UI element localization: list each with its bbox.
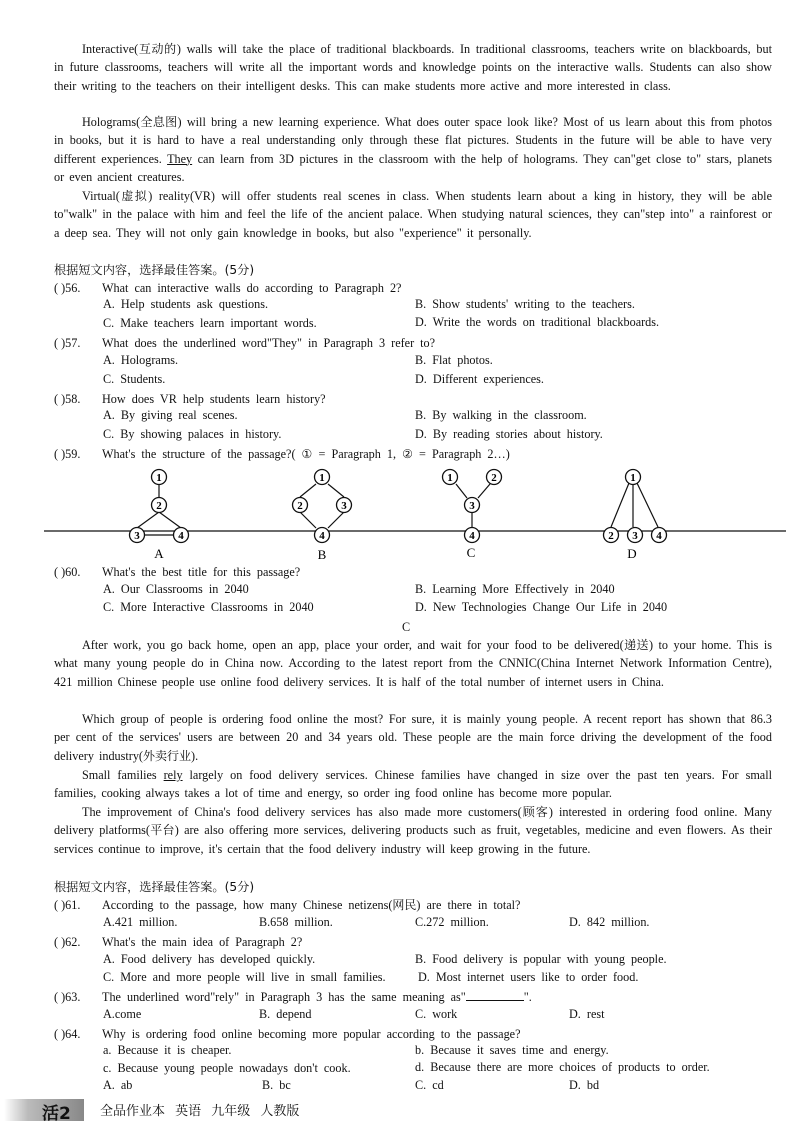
diagram-node-2 — [152, 498, 167, 513]
svg-text:4: 4 — [469, 530, 475, 543]
diagram-node-1 — [152, 470, 167, 485]
svg-text:3: 3 — [134, 530, 140, 543]
q57-option-a[interactable]: A. Holograms. — [103, 353, 179, 367]
q63-option-d[interactable]: D. rest — [569, 1007, 605, 1021]
diagram-label-a: A — [154, 546, 164, 561]
passage2-paragraph1: After work, you go back home, open an app, place your order, and wait for your food to be delivered(递送) to your home. This is what many young people do in China now. According to the latest report from the CNNIC(China Internet Network Information Centre), 421 million Chinese people use online food delivery services. It is half of the total number of internet users in China. — [54, 638, 772, 689]
passage2-paragraph2: Which group of people is ordering food online the most? For sure, it is mainly young people. A recent report has shown that 86.3 per cent of the services' users are between 20 and 34 years old. These people are the main force driving the development of the food delivery industry(外卖行业). — [54, 712, 772, 763]
q58-option-a[interactable]: A. By giving real scenes. — [103, 408, 238, 422]
svg-text:1: 1 — [630, 472, 636, 485]
q62-option-d[interactable]: D. Most internet users like to order food. — [418, 970, 639, 984]
q64-option-b[interactable]: B. bc — [262, 1078, 291, 1092]
answer-blank-58[interactable]: ( )58. — [54, 392, 81, 406]
q63-option-a[interactable]: A.come — [103, 1007, 142, 1021]
q60-option-a[interactable]: A. Our Classrooms in 2040 — [103, 582, 249, 596]
svg-text:2: 2 — [297, 500, 303, 513]
passage1-paragraph1: Interactive(互动的) walls will take the place of traditional blackboards. In traditional classrooms, teachers write on blackboards, but in future classrooms, teachers will write all the important words and knowledge points on the interactive walls. Students can also show their writing to the teachers on their intelligent desks. This can make students more active and more interested in class. — [54, 42, 772, 93]
answer-blank-62[interactable]: ( )62. — [54, 935, 81, 949]
footer-book-title: 全品作业本 英语 九年级 人教版 — [100, 1104, 300, 1119]
answer-blank-60[interactable]: ( )60. — [54, 565, 81, 579]
q60-option-d[interactable]: D. New Technologies Change Our Life in 2040 — [415, 600, 668, 614]
q60-option-c[interactable]: C. More Interactive Classrooms in 2040 — [103, 600, 314, 614]
q58-option-b[interactable]: B. By walking in the classroom. — [415, 408, 587, 422]
q61-option-d[interactable]: D. 842 million. — [569, 915, 650, 929]
svg-text:1: 1 — [156, 472, 162, 485]
answer-blank-64[interactable]: ( )64. — [54, 1027, 81, 1041]
page-badge: 活2 — [4, 1099, 84, 1121]
diagram-label-c: C — [466, 545, 476, 560]
passage2-paragraph3: Small families rely largely on food delivery services. Chinese families have changed in size over the past ten years. For small families, cooking always takes a lot of time and energy, so order ing food online has become more popular. — [54, 768, 772, 801]
q62-option-b[interactable]: B. Food delivery is popular with young people. — [415, 952, 667, 966]
svg-text:2: 2 — [491, 472, 497, 485]
q56-option-a[interactable]: A. Help students ask questions. — [103, 297, 269, 311]
q61-option-c[interactable]: C.272 million. — [415, 915, 489, 929]
underlined-word-they: They — [167, 151, 193, 166]
diagram-node-4 — [465, 528, 480, 543]
svg-text:4: 4 — [178, 530, 184, 543]
svg-text:1: 1 — [319, 472, 325, 485]
passage1-paragraph3: Virtual(虚拟) reality(VR) will offer students real scenes in class. When students learn about a king in history, they will be able to"walk" in the palace with him and feel the life of the ancient palace. When studying natural sciences, they can"step into" a rainforest or a deep sea. They will not only gain knowledge in books, but also "experience" it personally. — [54, 189, 772, 240]
instruction-1: 根据短文内容，选择最佳答案。(5分) — [54, 263, 255, 277]
diagram-node-1 — [443, 470, 458, 485]
svg-text:3: 3 — [341, 500, 347, 513]
q62-option-a[interactable]: A. Food delivery has developed quickly. — [103, 952, 316, 966]
diagram-node-2 — [487, 470, 502, 485]
q62-option-c[interactable]: C. More and more people will live in small families. — [103, 970, 386, 984]
svg-text:2: 2 — [156, 500, 162, 513]
svg-text:3: 3 — [632, 530, 638, 543]
diagram-node-3 — [465, 498, 480, 513]
answer-blank-61[interactable]: ( )61. — [54, 898, 81, 912]
passage1-paragraph2: Holograms(全息图) will bring a new learning experience. What does outer space look like? Most of us learn about this from photos in books, but it is hard to have a real understanding only through these flat pictures. Students in the future will be able to have very different experiences. They can learn from 3D pictures in the classroom with the help of holograms. They can"get close to" stars, planets or even ancient creatures. — [54, 115, 772, 184]
fill-in-blank-63[interactable] — [466, 988, 524, 1001]
q64-statement-b: b. Because it saves time and energy. — [415, 1043, 609, 1057]
q56-option-b[interactable]: B. Show students' writing to the teachers. — [415, 297, 635, 311]
diagram-node-4 — [174, 528, 189, 543]
answer-blank-63[interactable]: ( )63. — [54, 990, 81, 1004]
diagram-node-2 — [293, 498, 308, 513]
underlined-word-rely: rely — [163, 768, 183, 782]
diagram-node-1 — [626, 470, 641, 485]
q56-option-c[interactable]: C. Make teachers learn important words. — [103, 316, 317, 330]
passage2-paragraph4: The improvement of China's food delivery services has also made more customers(顾客) interested in ordering food online. Many delivery platforms(平台) are also offering more services, delivering products such as fruit, vegetables, medicine and even flowers. As their services continue to improve, it's certain that the food delivery industry will keep growing in the future. — [54, 805, 773, 856]
q64-option-d[interactable]: D. bd — [569, 1078, 600, 1092]
svg-text:1: 1 — [447, 472, 453, 485]
q63-option-c[interactable]: C. work — [415, 1007, 458, 1021]
q57-option-b[interactable]: B. Flat photos. — [415, 353, 493, 367]
q57-option-c[interactable]: C. Students. — [103, 372, 166, 386]
diagram-node-4 — [315, 528, 330, 543]
q64-option-a[interactable]: A. ab — [103, 1078, 133, 1092]
diagram-node-4 — [652, 528, 667, 543]
svg-text:2: 2 — [608, 530, 614, 543]
q58-option-c[interactable]: C. By showing palaces in history. — [103, 427, 282, 441]
diagram-option-d — [611, 483, 658, 527]
q56-option-d[interactable]: D. Write the words on traditional blackboards. — [415, 315, 660, 329]
q57-option-d[interactable]: D. Different experiences. — [415, 372, 544, 386]
diagram-node-3 — [130, 528, 145, 543]
section-label-c: C — [402, 620, 411, 634]
svg-text:4: 4 — [319, 530, 325, 543]
q58-option-d[interactable]: D. By reading stories about history. — [415, 427, 603, 441]
answer-blank-59[interactable]: ( )59. — [54, 447, 81, 461]
q64-statement-a: a. Because it is cheaper. — [103, 1043, 232, 1057]
instruction-2: 根据短文内容，选择最佳答案。(5分) — [54, 880, 255, 894]
diagram-node-3 — [337, 498, 352, 513]
q64-statement-d: d. Because there are more choices of products to order. — [415, 1060, 710, 1074]
diagram-node-1 — [315, 470, 330, 485]
worksheet-page: Interactive(互动的) walls will take the place of traditional blackboards. In traditional classrooms, teachers write on blackboards, but in future classrooms, teachers will write all the important words and knowledge points on the interactive walls. Students can also show their writing to the teachers on their intelligent desks. This can make students more active and more interested in class. Holograms(全息图) will bring a new learning experience. What does outer space look like? Most of us learn about this from photos in books, but it is hard to have a real understanding only through these flat pictures. Students in the future will be able to have very different experiences. They can learn from 3D pictures in the classroom with the help of holograms. They can"get close to" stars, planets or even ancient creatures. Virtual(虚拟) reality(VR) will offer students real scenes in class. When students learn about a king in history, they will be able to"walk" in the palace with him and feel the life of the ancient palace. When studying natural sciences, they can"step into" a rainforest or a deep sea. They will not only gain knowledge in books, but also "experience" it personally. 根据短文内容，选择最佳答案。(5分) ( )56. What can interactive walls do according to Paragraph 2? A. Help students ask questions. B. Show students' writing to the teachers. C. Make teachers learn important words. D. Write the words on traditional blackboards. ( )57. What does the underlined word"They" in Paragraph 3 refer to? A. Holograms. B. Flat photos. C. Students. D. Different experiences. ( )58. How does VR help students learn history? A. By giving real scenes. B. By walking in the classroom. C. By showing palaces in history. D. By reading stories about history. ( )59. What's the structure of the passage?( ① = Paragraph 1, ② = Paragraph 2…) 1 2 3 4 1 2 3 4 1 2 3 4 1 2 3 4 A B C D ( )60. What's the best title for this passage? A. Our Classrooms in 2040 B. Learning More Effectively in 2040 C. More Interactive Classrooms in 2040 D. New Technologies Change Our Life in 2040 C After work, you go back home, open an app, place your order, and wait for your food to be delivered(递送) to your home. This is what many young people do in China now. According to the latest report from the CNNIC(China Internet Network Information Centre), 421 million Chinese people use online food delivery services. It is half of the total number of internet users in China. Which group of people is ordering food online the most? For sure, it is mainly young people. A recent report has shown that 86.3 per cent of the services' users are between 20 and 34 years old. These people are the main force driving the development of the food delivery industry(外卖行业). Small families rely largely on food delivery services. Chinese families have changed in size over the past ten years. For small families, cooking always takes a lot of time and energy, so order ing food online has become more popular. The improvement of China's food delivery services has also made more customers(顾客) interested in ordering food online. Many delivery platforms(平台) are also offering more services, delivering products such as fruit, vegetables, medicine and even flowers. As their services continue to improve, it's certain that the food delivery industry will keep growing in the future. 根据短文内容，选择最佳答案。(5分) ( )61. According to the passage, how many Chinese netizens(网民) are there in total? A.421 million. B.658 million. C.272 million. D. 842 million. ( )62. What's the main idea of Paragraph 2? A. Food delivery has developed quickly. B. Food delivery is popular with young people. C. More and more people will live in small families. D. Most internet users like to order food. ( )63. The underlined word"rely" in Paragraph 3 has the same meaning as" ". A.come B. depend C. work D. rest ( )64. Why is ordering food online becoming more popular according to the passage? a. Because it is cheaper. b. Because it saves time and energy. c. Because young people nowadays don't cook. d. Because there are more choices of products to order. A. ab B. bc C. cd D. bd 活2 全品作业本 英语 九年级 人教版 — [0, 0, 800, 1130]
diagram-node-3 — [628, 528, 643, 543]
q64-statement-c: c. Because young people nowadays don't cook. — [103, 1061, 351, 1075]
q61-option-a[interactable]: A.421 million. — [103, 915, 178, 929]
answer-blank-57[interactable]: ( )57. — [54, 336, 81, 350]
q61-option-b[interactable]: B.658 million. — [259, 915, 333, 929]
q63-option-b[interactable]: B. depend — [259, 1007, 312, 1021]
q60-option-b[interactable]: B. Learning More Effectively in 2040 — [415, 582, 615, 596]
answer-blank-56[interactable]: ( )56. — [54, 281, 81, 295]
svg-text:4: 4 — [656, 530, 662, 543]
q64-option-c[interactable]: C. cd — [415, 1078, 444, 1092]
diagram-label-d: D — [627, 546, 637, 561]
diagram-node-2 — [604, 528, 619, 543]
diagram-label-b: B — [317, 547, 327, 562]
svg-text:3: 3 — [469, 500, 475, 513]
structure-diagram — [0, 462, 800, 562]
